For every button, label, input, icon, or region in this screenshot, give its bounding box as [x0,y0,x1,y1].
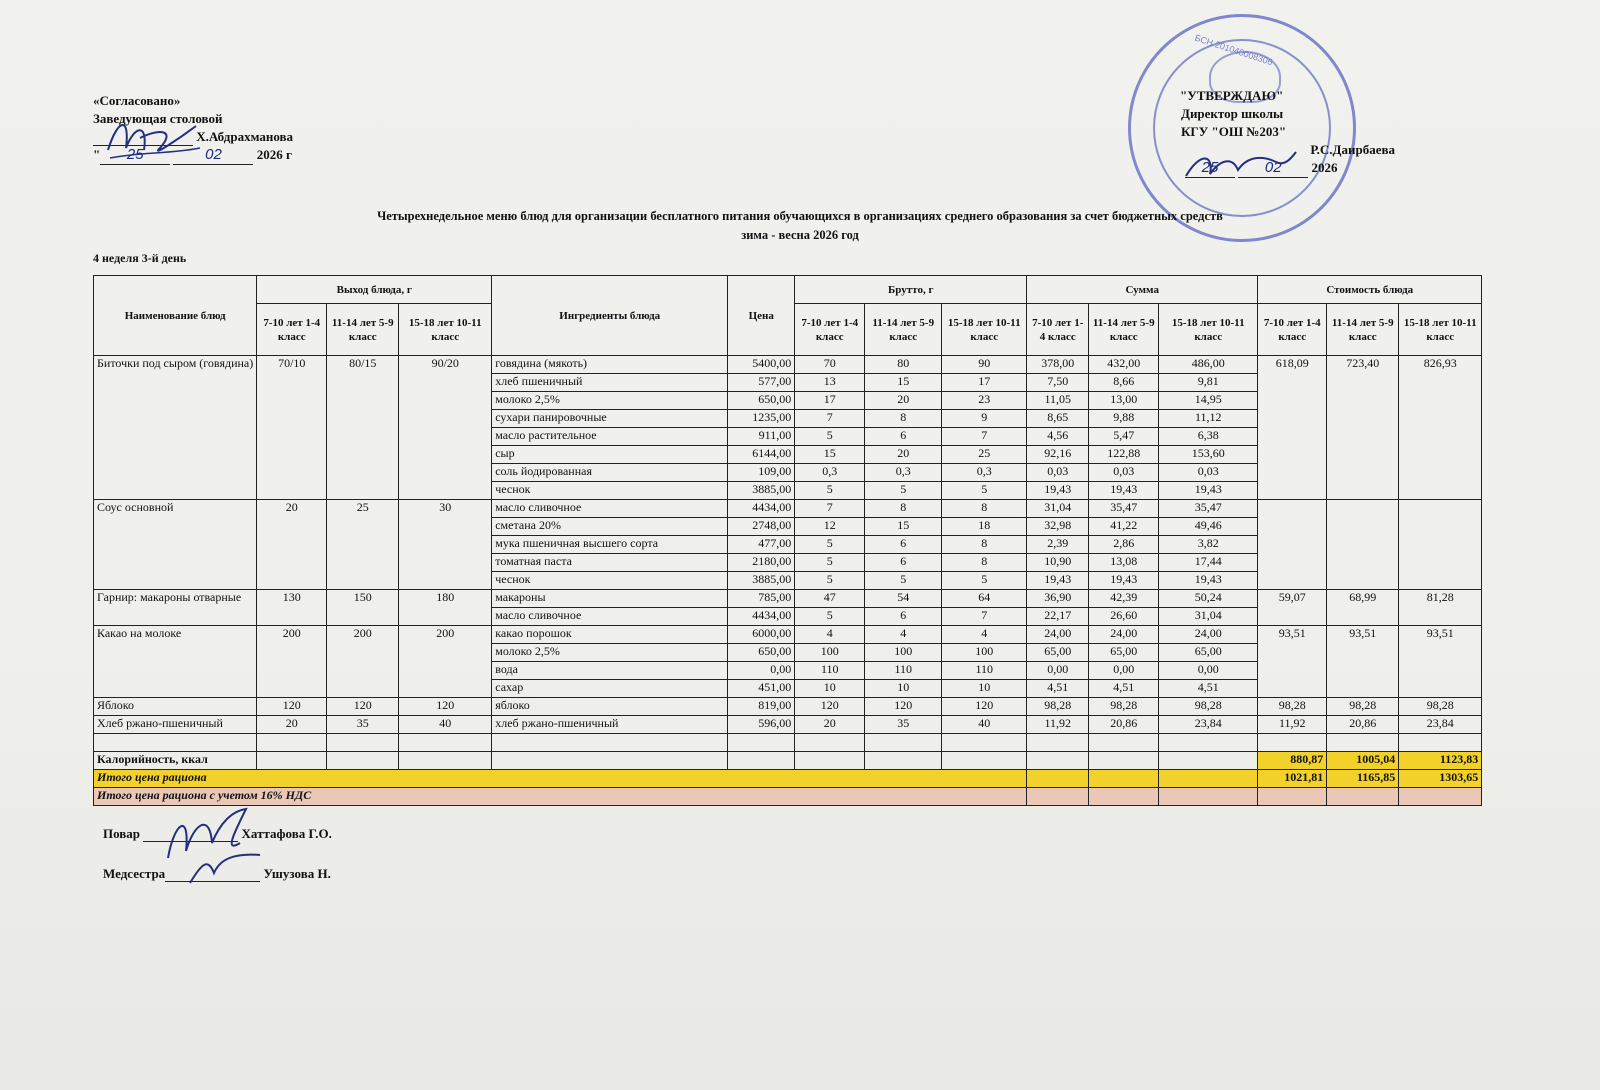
table-row [94,590,1482,608]
ingredient-sum: 5,47 [1089,428,1159,446]
dish-name: Яблоко [94,698,257,716]
ingredient-price: 2180,00 [728,554,795,572]
menu-table [93,275,1482,806]
header-ingredients: Ингредиенты блюда [492,276,728,356]
table-row [94,356,1482,374]
dish-yield: 120 [327,698,399,716]
ingredient-gross: 120 [865,698,942,716]
ingredient-name: вода [492,662,728,680]
ingredient-price: 911,00 [728,428,795,446]
ingredient-sum: 11,05 [1027,392,1089,410]
ingredient-sum: 2,39 [1027,536,1089,554]
title-line-2: зима - весна 2026 год [741,228,859,242]
ingredient-sum: 2,86 [1089,536,1159,554]
stamp-text: БСН 201040008306 [1193,32,1274,68]
ingredient-name: сыр [492,446,728,464]
ingredient-name: соль йодированная [492,464,728,482]
ingredient-sum: 20,86 [1089,716,1159,734]
dish-yield: 30 [399,500,492,590]
ingredient-gross: 0,3 [795,464,865,482]
ingredient-sum: 24,00 [1089,626,1159,644]
dish-cost: 98,28 [1399,698,1482,716]
ingredient-gross: 6 [865,536,942,554]
ingredient-sum: 98,28 [1089,698,1159,716]
dish-name: Хлеб ржано-пшеничный [94,716,257,734]
dish-cost: 23,84 [1399,716,1482,734]
ingredient-sum: 19,43 [1159,482,1258,500]
nurse-signature-line [103,866,331,882]
left-date-day: 25 [100,146,170,165]
calorie-row [94,752,1482,770]
ingredient-gross: 90 [942,356,1027,374]
ingredient-price: 0,00 [728,662,795,680]
dish-cost: 11,92 [1258,716,1327,734]
header-yield-age2: 11-14 лет 5-9 класс [327,304,399,356]
ingredient-sum: 0,00 [1159,662,1258,680]
ingredient-sum: 17,44 [1159,554,1258,572]
ingredient-gross: 15 [795,446,865,464]
ingredient-name: яблоко [492,698,728,716]
ingredient-gross: 9 [942,410,1027,428]
ingredient-name: сухари панировочные [492,410,728,428]
ingredient-price: 650,00 [728,392,795,410]
ingredient-gross: 5 [795,482,865,500]
ingredient-name: говядина (мякоть) [492,356,728,374]
table-row [94,626,1482,644]
ingredient-gross: 100 [865,644,942,662]
approval-block-right [1175,87,1395,178]
ingredient-gross: 7 [795,410,865,428]
ingredient-sum: 19,43 [1089,482,1159,500]
ingredient-name: масло растительное [492,428,728,446]
header-gross: Брутто, г [795,276,1027,304]
right-date-month: 02 [1238,159,1308,178]
ingredient-sum: 0,00 [1089,662,1159,680]
ingredient-sum: 0,03 [1159,464,1258,482]
ingredient-gross: 64 [942,590,1027,608]
ingredient-name: томатная паста [492,554,728,572]
ingredient-price: 3885,00 [728,482,795,500]
ingredient-sum: 49,46 [1159,518,1258,536]
ingredient-price: 819,00 [728,698,795,716]
ingredient-gross: 18 [942,518,1027,536]
calorie-value: 880,87 [1258,752,1327,770]
ingredient-price: 3885,00 [728,572,795,590]
dish-yield: 200 [327,626,399,698]
nurse-name: Ушузова Н. [263,866,331,881]
ingredient-gross: 10 [865,680,942,698]
ingredient-sum: 35,47 [1159,500,1258,518]
dish-cost: 93,51 [1258,626,1327,698]
ingredient-gross: 12 [795,518,865,536]
dish-yield: 20 [257,500,327,590]
dish-yield: 90/20 [399,356,492,500]
ingredient-sum: 122,88 [1089,446,1159,464]
ingredient-gross: 100 [795,644,865,662]
header-cost-age3: 15-18 лет 10-11 класс [1399,304,1482,356]
table-row [94,716,1482,734]
ingredient-gross: 80 [865,356,942,374]
ingredient-gross: 5 [942,482,1027,500]
header-yield: Выход блюда, г [257,276,492,304]
dish-cost: 826,93 [1399,356,1482,500]
ingredient-sum: 0,03 [1089,464,1159,482]
ingredient-gross: 8 [942,536,1027,554]
ingredient-sum: 98,28 [1027,698,1089,716]
calorie-value: 1123,83 [1399,752,1482,770]
ingredient-gross: 13 [795,374,865,392]
dish-cost: 93,51 [1327,626,1399,698]
ingredient-sum: 14,95 [1159,392,1258,410]
ingredient-sum: 65,00 [1089,644,1159,662]
ingredient-sum: 35,47 [1089,500,1159,518]
ingredient-sum: 3,82 [1159,536,1258,554]
dish-cost: 20,86 [1327,716,1399,734]
ingredient-sum: 8,66 [1089,374,1159,392]
ingredient-gross: 6 [865,554,942,572]
ingredient-gross: 6 [865,608,942,626]
dish-cost: 98,28 [1258,698,1327,716]
dish-cost: 81,28 [1399,590,1482,626]
ingredient-sum: 4,51 [1089,680,1159,698]
ingredient-gross: 47 [795,590,865,608]
ingredient-name: макароны [492,590,728,608]
agreed-label: «Согласовано» [93,93,181,108]
header-gross-age3: 15-18 лет 10-11 класс [942,304,1027,356]
header-cost-age1: 7-10 лет 1-4 класс [1258,304,1327,356]
header-gross-age1: 7-10 лет 1-4 класс [795,304,865,356]
ingredient-gross: 8 [865,500,942,518]
canteen-head-name: Х.Абдрахманова [196,129,294,144]
left-date: " 25 02 2026 г [93,146,292,163]
ingredient-price: 6144,00 [728,446,795,464]
ingredient-sum: 65,00 [1159,644,1258,662]
ingredient-gross: 40 [942,716,1027,734]
ingredient-sum: 42,39 [1089,590,1159,608]
director-label: Директор школы [1181,106,1284,121]
ingredient-sum: 0,00 [1027,662,1089,680]
ingredient-gross: 20 [865,392,942,410]
ingredient-gross: 8 [942,500,1027,518]
cook-label: Повар [103,826,141,841]
ingredient-name: масло сливочное [492,608,728,626]
ingredient-name: молоко 2,5% [492,392,728,410]
dish-yield: 80/15 [327,356,399,500]
calorie-label: Калорийность, ккал [94,752,257,770]
ingredient-gross: 0,3 [865,464,942,482]
dish-yield: 150 [327,590,399,626]
ingredient-price: 451,00 [728,680,795,698]
dish-cost: 98,28 [1327,698,1399,716]
header-cost-age2: 11-14 лет 5-9 класс [1327,304,1399,356]
title-line-1: Четырехнедельное меню блюд для организации бесплатного питания обучающихся в организациях среднего образования за счет бюджетных средств [377,209,1223,223]
ingredient-gross: 5 [795,554,865,572]
dish-yield: 130 [257,590,327,626]
ingredient-price: 596,00 [728,716,795,734]
ingredient-price: 109,00 [728,464,795,482]
dish-yield: 25 [327,500,399,590]
ingredient-sum: 4,51 [1027,680,1089,698]
ingredient-sum: 11,92 [1027,716,1089,734]
header-dish: Наименование блюд [94,276,257,356]
ingredient-sum: 26,60 [1089,608,1159,626]
ingredient-sum: 153,60 [1159,446,1258,464]
canteen-head-signature-line [93,128,293,146]
ingredient-sum: 31,04 [1027,500,1089,518]
ingredient-gross: 23 [942,392,1027,410]
ingredient-price: 2748,00 [728,518,795,536]
ingredient-gross: 110 [865,662,942,680]
ingredient-name: молоко 2,5% [492,644,728,662]
ingredient-sum: 7,50 [1027,374,1089,392]
ingredient-sum: 6,38 [1159,428,1258,446]
left-date-month: 02 [173,146,253,165]
ingredient-gross: 6 [865,428,942,446]
dish-name: Соус основной [94,500,257,590]
director-name: Р.С.Даирбаева [1310,142,1395,157]
table-row [94,698,1482,716]
ingredient-gross: 35 [865,716,942,734]
ingredient-price: 4434,00 [728,500,795,518]
table-row-empty [94,734,1482,752]
ingredient-sum: 13,00 [1089,392,1159,410]
ingredient-sum: 486,00 [1159,356,1258,374]
ingredient-sum: 31,04 [1159,608,1258,626]
ingredient-sum: 23,84 [1159,716,1258,734]
ingredient-price: 785,00 [728,590,795,608]
ingredient-gross: 120 [942,698,1027,716]
ingredient-sum: 8,65 [1027,410,1089,428]
dish-yield: 200 [399,626,492,698]
ingredient-sum: 36,90 [1027,590,1089,608]
ingredient-price: 4434,00 [728,608,795,626]
ingredient-sum: 24,00 [1027,626,1089,644]
ingredient-gross: 100 [942,644,1027,662]
ingredient-name: масло сливочное [492,500,728,518]
week-day-label: 4 неделя 3-й день [93,251,187,265]
dish-yield: 120 [257,698,327,716]
left-date-year: 2026 г [256,147,292,162]
ingredient-gross: 15 [865,374,942,392]
ingredient-sum: 19,43 [1089,572,1159,590]
ingredient-gross: 17 [795,392,865,410]
ingredient-name: какао порошок [492,626,728,644]
right-date-day: 25 [1185,159,1235,178]
dish-yield: 180 [399,590,492,626]
ingredient-price: 477,00 [728,536,795,554]
ingredient-gross: 20 [865,446,942,464]
dish-cost: 618,09 [1258,356,1327,500]
ingredient-sum: 41,22 [1089,518,1159,536]
ingredient-gross: 5 [795,536,865,554]
ingredient-sum: 13,08 [1089,554,1159,572]
dish-cost: 93,51 [1399,626,1482,698]
ingredient-name: чеснок [492,572,728,590]
ingredient-gross: 17 [942,374,1027,392]
ingredient-sum: 4,51 [1159,680,1258,698]
canteen-head-label: Заведующая столовой [93,111,223,126]
dish-cost: 68,99 [1327,590,1399,626]
ingredient-gross: 120 [795,698,865,716]
dish-name: Гарнир: макароны отварные [94,590,257,626]
ingredient-name: хлеб ржано-пшеничный [492,716,728,734]
ingredient-gross: 5 [795,428,865,446]
header-gross-age2: 11-14 лет 5-9 класс [865,304,942,356]
header-yield-age1: 7-10 лет 1-4 класс [257,304,327,356]
ingredient-price: 1235,00 [728,410,795,428]
ingredient-sum: 24,00 [1159,626,1258,644]
dish-yield: 20 [257,716,327,734]
ingredient-name: мука пшеничная высшего сорта [492,536,728,554]
dish-yield: 120 [399,698,492,716]
calorie-value: 1005,04 [1327,752,1399,770]
ingredient-name: сметана 20% [492,518,728,536]
approval-block-left [93,92,293,165]
ingredient-gross: 8 [865,410,942,428]
ingredient-sum: 98,28 [1159,698,1258,716]
dish-name: Какао на молоке [94,626,257,698]
ingredient-sum: 0,03 [1027,464,1089,482]
cook-name: Хаттафова Г.О. [241,826,332,841]
nurse-label: Медсестра [103,866,166,881]
ingredient-name: чеснок [492,482,728,500]
ingredient-gross: 5 [795,608,865,626]
ingredient-sum: 9,81 [1159,374,1258,392]
total-row [94,770,1482,788]
ingredient-sum: 432,00 [1089,356,1159,374]
ingredient-gross: 7 [942,608,1027,626]
ingredient-sum: 50,24 [1159,590,1258,608]
ingredient-price: 6000,00 [728,626,795,644]
ingredient-price: 5400,00 [728,356,795,374]
total-value: 1165,85 [1327,770,1399,788]
ingredient-gross: 5 [865,482,942,500]
dish-yield: 40 [399,716,492,734]
ingredient-gross: 70 [795,356,865,374]
vat-row [94,788,1482,806]
dish-cost: 723,40 [1327,356,1399,500]
ingredient-sum: 9,88 [1089,410,1159,428]
document-title [0,207,1600,245]
ingredient-gross: 4 [795,626,865,644]
cook-signature-line [103,826,332,842]
ingredient-gross: 4 [942,626,1027,644]
ingredient-gross: 4 [865,626,942,644]
dish-cost: 59,07 [1258,590,1327,626]
header-sum: Сумма [1027,276,1258,304]
table-row [94,500,1482,518]
approve-label: "УТВЕРЖДАЮ" [1180,88,1284,103]
ingredient-name: сахар [492,680,728,698]
ingredient-sum: 378,00 [1027,356,1089,374]
total-value: 1303,65 [1399,770,1482,788]
ingredient-gross: 10 [942,680,1027,698]
dish-yield: 70/10 [257,356,327,500]
ingredient-gross: 54 [865,590,942,608]
ingredient-sum: 32,98 [1027,518,1089,536]
ingredient-sum: 10,90 [1027,554,1089,572]
dish-cost [1399,500,1482,590]
ingredient-gross: 20 [795,716,865,734]
vat-label: Итого цена рациона с учетом 16% НДС [94,788,1027,806]
ingredient-price: 577,00 [728,374,795,392]
ingredient-gross: 25 [942,446,1027,464]
ingredient-gross: 5 [865,572,942,590]
ingredient-sum: 19,43 [1027,482,1089,500]
ingredient-sum: 22,17 [1027,608,1089,626]
ingredient-sum: 4,56 [1027,428,1089,446]
right-date [1175,159,1395,178]
ingredient-sum: 19,43 [1159,572,1258,590]
ingredient-sum: 19,43 [1027,572,1089,590]
ingredient-sum: 92,16 [1027,446,1089,464]
school-name: КГУ "ОШ №203" [1181,124,1287,139]
dish-yield: 200 [257,626,327,698]
header-yield-age3: 15-18 лет 10-11 класс [399,304,492,356]
dish-cost [1258,500,1327,590]
ingredient-sum: 11,12 [1159,410,1258,428]
dish-yield: 35 [327,716,399,734]
header-sum-age1: 7-10 лет 1-4 класс [1027,304,1089,356]
ingredient-gross: 7 [795,500,865,518]
ingredient-gross: 7 [942,428,1027,446]
total-value: 1021,81 [1258,770,1327,788]
header-sum-age3: 15-18 лет 10-11 класс [1159,304,1258,356]
dish-name: Биточки под сыром (говядина) [94,356,257,500]
ingredient-gross: 5 [795,572,865,590]
ingredient-name: хлеб пшеничный [492,374,728,392]
ingredient-gross: 110 [942,662,1027,680]
total-label: Итого цена рациона [94,770,1027,788]
ingredient-gross: 110 [795,662,865,680]
menu-body [94,356,1482,806]
ingredient-gross: 0,3 [942,464,1027,482]
header-cost: Стоимость блюда [1258,276,1482,304]
dish-cost [1327,500,1399,590]
header-price: Цена [728,276,795,356]
ingredient-price: 650,00 [728,644,795,662]
ingredient-sum: 65,00 [1027,644,1089,662]
ingredient-gross: 8 [942,554,1027,572]
right-date-year: 2026 [1311,160,1338,175]
ingredient-gross: 10 [795,680,865,698]
ingredient-gross: 5 [942,572,1027,590]
header-sum-age2: 11-14 лет 5-9 класс [1089,304,1159,356]
ingredient-gross: 15 [865,518,942,536]
